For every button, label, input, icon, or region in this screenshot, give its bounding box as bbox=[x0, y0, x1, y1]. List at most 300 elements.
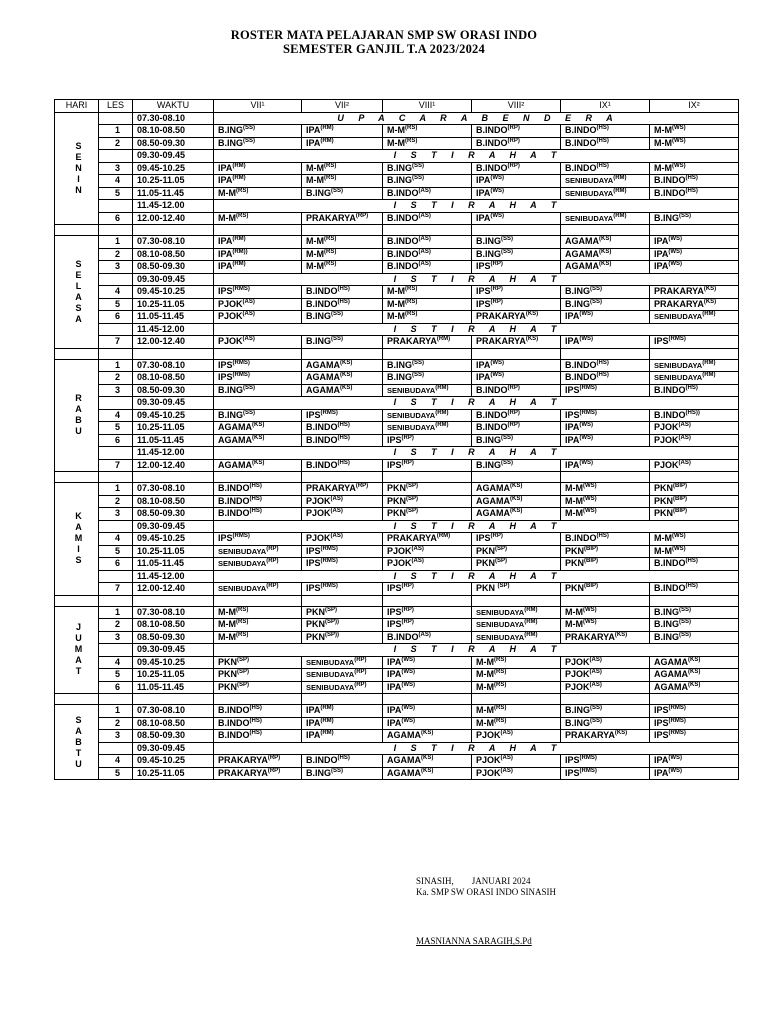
subject-name: B.INDO bbox=[306, 755, 338, 766]
empty-cell bbox=[99, 694, 133, 705]
subject-cell bbox=[383, 508, 472, 521]
empty-cell bbox=[55, 694, 99, 705]
subject-cell bbox=[561, 311, 650, 324]
teacher-code: (HS) bbox=[337, 459, 350, 466]
teacher-code: (SS) bbox=[243, 125, 256, 132]
teacher-code: (SP) bbox=[495, 545, 508, 552]
subject-cell bbox=[650, 483, 739, 496]
subject-name: PRAKARYA bbox=[654, 298, 704, 309]
subject-name: M-M bbox=[387, 125, 405, 136]
subject-cell bbox=[472, 434, 561, 447]
time-cell: 08.50-09.30 bbox=[133, 730, 214, 743]
les-cell: 2 bbox=[99, 495, 133, 508]
subject-cell bbox=[214, 606, 302, 619]
teacher-code: (RP) bbox=[401, 583, 414, 590]
subject-cell bbox=[302, 422, 383, 435]
day-letter: R bbox=[75, 393, 82, 404]
subject-name: B.INDO bbox=[218, 717, 250, 728]
teacher-code: (AS) bbox=[589, 681, 602, 688]
empty-cell bbox=[99, 225, 133, 236]
teacher-code: (RM) bbox=[524, 631, 538, 638]
teacher-code: (AS) bbox=[418, 631, 431, 638]
subject-name: AGAMA bbox=[476, 508, 510, 519]
subject-cell bbox=[302, 409, 383, 422]
subject-name: B.INDO bbox=[387, 248, 419, 259]
subject-name: M-M bbox=[565, 483, 583, 494]
teacher-code: (RS) bbox=[324, 175, 337, 182]
subject-name: IPA bbox=[654, 767, 669, 778]
subject-name: IPA bbox=[565, 422, 580, 433]
teacher-code: (BIP) bbox=[673, 483, 688, 490]
subject-name: PKN bbox=[654, 495, 674, 506]
subject-cell bbox=[472, 286, 561, 299]
teacher-code: (RS) bbox=[405, 298, 418, 305]
time-cell: 07.30-08.10 bbox=[133, 236, 214, 249]
subject-name: IPS bbox=[218, 359, 233, 370]
teacher-code: (RP) bbox=[355, 212, 369, 219]
table-row bbox=[55, 397, 739, 410]
subject-cell bbox=[383, 669, 472, 682]
subject-name: IPA bbox=[387, 656, 402, 667]
subject-cell bbox=[383, 336, 472, 349]
teacher-code: (RM) bbox=[320, 717, 334, 724]
subject-cell bbox=[214, 730, 302, 743]
event-cell: I S T I R A H A T bbox=[214, 200, 739, 213]
day-letter: A bbox=[75, 404, 82, 415]
les-cell: 3 bbox=[99, 508, 133, 521]
les-cell: 4 bbox=[99, 175, 133, 188]
subject-name: IPA bbox=[218, 248, 233, 259]
teacher-code: (AS) bbox=[411, 545, 424, 552]
teacher-code: (RS) bbox=[494, 681, 507, 688]
teacher-code: (WS) bbox=[672, 137, 686, 144]
teacher-code: (WS) bbox=[490, 212, 505, 219]
subject-name: PJOK bbox=[218, 298, 243, 309]
subject-cell bbox=[214, 755, 302, 768]
subject-name: IPS bbox=[218, 372, 233, 383]
les-cell: 3 bbox=[99, 384, 133, 397]
teacher-code: (HS) bbox=[685, 558, 698, 565]
subject-cell bbox=[650, 681, 739, 694]
teacher-code: (RM) bbox=[320, 705, 334, 712]
teacher-code: (RS) bbox=[236, 212, 249, 219]
subject-cell bbox=[383, 483, 472, 496]
time-cell: 08.10-08.50 bbox=[133, 125, 214, 138]
les-cell bbox=[99, 323, 133, 336]
teacher-code: (HS) bbox=[249, 705, 262, 712]
subject-name: B.INDO bbox=[387, 236, 419, 247]
teacher-code: (WS) bbox=[583, 483, 597, 490]
teacher-code: (AS) bbox=[242, 298, 255, 305]
time-cell: 10.25-11.05 bbox=[133, 669, 214, 682]
teacher-code: (WS) bbox=[401, 717, 416, 724]
subject-cell bbox=[561, 187, 650, 200]
teacher-code: (RMS) bbox=[320, 558, 338, 565]
empty-cell bbox=[133, 225, 214, 236]
teacher-code: (WS) bbox=[668, 767, 683, 774]
teacher-code: (AS) bbox=[330, 533, 343, 540]
subject-name: B.ING bbox=[565, 286, 591, 297]
subject-cell bbox=[650, 459, 739, 472]
subject-name: PKN bbox=[387, 483, 407, 494]
teacher-code: (WS) bbox=[401, 656, 416, 663]
les-cell: 3 bbox=[99, 631, 133, 644]
teacher-code: (SP) bbox=[237, 656, 250, 663]
header-class: IX² bbox=[650, 100, 739, 113]
table-row bbox=[55, 447, 739, 460]
les-cell: 1 bbox=[99, 359, 133, 372]
teacher-code: (SS) bbox=[243, 384, 256, 391]
subject-name: AGAMA bbox=[654, 681, 688, 692]
subject-name: IPA bbox=[476, 372, 491, 383]
subject-name: B.ING bbox=[565, 298, 591, 309]
les-cell: 4 bbox=[99, 286, 133, 299]
subject-cell bbox=[561, 606, 650, 619]
subject-name: PJOK bbox=[306, 495, 331, 506]
subject-name: IPA bbox=[306, 705, 321, 716]
subject-cell bbox=[214, 175, 302, 188]
subject-cell bbox=[650, 236, 739, 249]
empty-cell bbox=[99, 348, 133, 359]
subject-name: B.ING bbox=[565, 717, 591, 728]
table-row bbox=[55, 125, 739, 138]
teacher-code: (WS) bbox=[583, 606, 597, 613]
subject-cell bbox=[561, 434, 650, 447]
subject-cell bbox=[650, 212, 739, 225]
subject-name: SENIBUDAYA bbox=[306, 670, 355, 680]
teacher-code: (RP) bbox=[490, 286, 503, 293]
subject-name: M-M bbox=[565, 606, 583, 617]
teacher-code: (RS) bbox=[324, 162, 337, 169]
teacher-code: (RS) bbox=[324, 248, 337, 255]
subject-cell bbox=[383, 545, 472, 558]
day-spacer-row bbox=[55, 225, 739, 236]
time-cell: 09.30-09.45 bbox=[133, 273, 214, 286]
day-spacer-row bbox=[55, 348, 739, 359]
teacher-code: (RS) bbox=[494, 705, 507, 712]
time-cell: 07.30-08.10 bbox=[133, 483, 214, 496]
teacher-code: (RP) bbox=[490, 261, 503, 268]
teacher-code: (BIP) bbox=[584, 583, 599, 590]
teacher-code: (RMS) bbox=[579, 767, 597, 774]
les-cell bbox=[99, 112, 133, 125]
teacher-code: (RP) bbox=[267, 755, 281, 762]
subject-name: M-M bbox=[476, 681, 494, 692]
teacher-code: (AS) bbox=[330, 495, 343, 502]
subject-name: B.ING bbox=[306, 767, 332, 778]
teacher-code: (HS) bbox=[685, 175, 698, 182]
teacher-code: (RP) bbox=[355, 483, 369, 490]
event-cell: I S T I R A H A T bbox=[214, 447, 739, 460]
teacher-code: (RS) bbox=[324, 236, 337, 243]
table-row bbox=[55, 767, 739, 780]
time-cell: 09.45-10.25 bbox=[133, 656, 214, 669]
teacher-code: (RS) bbox=[236, 187, 249, 194]
teacher-code: (RM) bbox=[232, 162, 246, 169]
subject-name: B.ING bbox=[476, 459, 502, 470]
teacher-code: (RMS) bbox=[232, 359, 250, 366]
event-cell: I S T I R A H A T bbox=[214, 323, 739, 336]
day-letter: K bbox=[75, 511, 82, 522]
subject-cell bbox=[383, 125, 472, 138]
day-letter: M bbox=[74, 644, 83, 655]
day-letter: E bbox=[75, 269, 82, 280]
teacher-code: (SS) bbox=[501, 434, 514, 441]
day-letter: B bbox=[75, 415, 82, 426]
subject-cell bbox=[472, 236, 561, 249]
subject-name: SENIBUDAYA bbox=[565, 213, 614, 223]
teacher-code: (SS) bbox=[331, 187, 344, 194]
empty-cell bbox=[383, 595, 472, 606]
teacher-code: (RMS) bbox=[579, 384, 597, 391]
day-spacer-row bbox=[55, 694, 739, 705]
subject-name: IPS bbox=[387, 459, 402, 470]
subject-name: PKN bbox=[654, 508, 674, 519]
signature-date: SINASIH, JANUARI 2024 bbox=[416, 876, 531, 886]
subject-name: PKN bbox=[565, 583, 585, 594]
subject-cell bbox=[383, 533, 472, 546]
subject-cell bbox=[214, 434, 302, 447]
teacher-code: (RM) bbox=[436, 336, 451, 343]
teacher-code: (AS) bbox=[418, 261, 431, 268]
subject-name: M-M bbox=[476, 717, 494, 728]
subject-name: IPA bbox=[218, 175, 233, 186]
subject-name: PKN bbox=[306, 606, 326, 617]
event-cell: I S T I R A H A T bbox=[214, 397, 739, 410]
teacher-code: (RM) bbox=[436, 533, 451, 540]
subject-cell bbox=[561, 459, 650, 472]
les-cell bbox=[99, 644, 133, 657]
table-row bbox=[55, 298, 739, 311]
subject-name: PJOK bbox=[476, 730, 501, 741]
subject-cell bbox=[383, 175, 472, 188]
teacher-code: (AS) bbox=[678, 459, 691, 466]
subject-name: B.INDO bbox=[654, 384, 686, 395]
subject-cell bbox=[561, 545, 650, 558]
subject-cell bbox=[561, 669, 650, 682]
subject-name: AGAMA bbox=[387, 755, 421, 766]
subject-name: B.INDO bbox=[476, 384, 508, 395]
subject-name: B.INDO bbox=[565, 359, 597, 370]
teacher-code: (AS) bbox=[500, 755, 513, 762]
teacher-code: (RP) bbox=[507, 409, 520, 416]
teacher-code: (RS) bbox=[405, 125, 418, 132]
subject-cell bbox=[472, 717, 561, 730]
subject-name: PRAKARYA bbox=[654, 286, 704, 297]
day-letter: E bbox=[75, 151, 82, 162]
subject-name: AGAMA bbox=[387, 730, 421, 741]
subject-cell bbox=[214, 767, 302, 780]
teacher-code: (KS) bbox=[421, 755, 434, 762]
subject-cell bbox=[302, 187, 383, 200]
empty-cell bbox=[561, 472, 650, 483]
day-cell bbox=[55, 112, 99, 225]
subject-name: PRAKARYA bbox=[306, 212, 356, 223]
subject-cell bbox=[472, 755, 561, 768]
subject-name: IPS bbox=[387, 619, 402, 630]
subject-name: B.ING bbox=[476, 434, 502, 445]
teacher-code: (SS) bbox=[412, 359, 425, 366]
subject-name: M-M bbox=[565, 495, 583, 506]
table-row bbox=[55, 372, 739, 385]
teacher-code: (AS) bbox=[589, 669, 602, 676]
subject-cell bbox=[561, 298, 650, 311]
les-cell: 2 bbox=[99, 248, 133, 261]
subject-cell bbox=[383, 422, 472, 435]
teacher-code: (WS) bbox=[672, 125, 686, 132]
teacher-code: (WS) bbox=[401, 681, 416, 688]
subject-name: B.ING bbox=[387, 372, 413, 383]
teacher-code: (SP) bbox=[406, 483, 419, 490]
teacher-code: (KS) bbox=[599, 248, 612, 255]
subject-cell bbox=[650, 422, 739, 435]
les-cell: 5 bbox=[99, 669, 133, 682]
teacher-code: (SP)) bbox=[325, 631, 340, 638]
subject-name: IPS bbox=[387, 434, 402, 445]
subject-cell bbox=[302, 336, 383, 349]
day-letter: J bbox=[75, 622, 81, 633]
subject-name: SENIBUDAYA bbox=[306, 657, 355, 667]
subject-name: PKN bbox=[387, 495, 407, 506]
subject-name: AGAMA bbox=[565, 236, 599, 247]
les-cell bbox=[99, 742, 133, 755]
subject-name: B.ING bbox=[218, 137, 244, 148]
time-cell: 12.00-12.40 bbox=[133, 583, 214, 596]
time-cell: 08.50-09.30 bbox=[133, 137, 214, 150]
subject-name: SENIBUDAYA bbox=[476, 620, 525, 630]
subject-cell bbox=[383, 656, 472, 669]
subject-cell bbox=[383, 606, 472, 619]
teacher-code: (AS) bbox=[242, 336, 255, 343]
empty-cell bbox=[214, 694, 302, 705]
subject-name: PRAKARYA bbox=[565, 730, 615, 741]
day-letter: A bbox=[75, 313, 82, 324]
subject-cell bbox=[472, 459, 561, 472]
teacher-code: (SP) bbox=[237, 669, 250, 676]
subject-name: IPA bbox=[387, 705, 402, 716]
table-row bbox=[55, 212, 739, 225]
table-row bbox=[55, 533, 739, 546]
subject-cell bbox=[214, 236, 302, 249]
teacher-code: (KS) bbox=[614, 631, 628, 638]
subject-name: M-M bbox=[387, 298, 405, 309]
subject-name: M-M bbox=[218, 631, 236, 642]
teacher-code: (WS) bbox=[579, 434, 594, 441]
les-cell: 6 bbox=[99, 681, 133, 694]
empty-cell bbox=[561, 694, 650, 705]
teacher-code: (RP) bbox=[266, 558, 279, 565]
subject-name: M-M bbox=[565, 508, 583, 519]
subject-name: B.ING bbox=[306, 311, 332, 322]
subject-name: PJOK bbox=[306, 533, 331, 544]
subject-name: B.ING bbox=[476, 248, 502, 259]
teacher-code: (HS) bbox=[596, 162, 609, 169]
subject-name: M-M bbox=[654, 162, 672, 173]
day-letter: A bbox=[75, 522, 82, 533]
teacher-code: (SS) bbox=[243, 409, 256, 416]
teacher-code: (HS) bbox=[249, 717, 262, 724]
subject-cell bbox=[302, 545, 383, 558]
subject-name: B.INDO bbox=[565, 533, 597, 544]
teacher-code: (SP) bbox=[406, 508, 419, 515]
teacher-code: (RP) bbox=[354, 656, 367, 663]
teacher-code: (WS) bbox=[583, 508, 597, 515]
teacher-code: (KS) bbox=[525, 311, 539, 318]
subject-cell bbox=[214, 705, 302, 718]
subject-cell bbox=[472, 656, 561, 669]
subject-name: B.ING bbox=[387, 175, 413, 186]
teacher-code: (RP) bbox=[401, 606, 414, 613]
subject-cell bbox=[561, 261, 650, 274]
table-row bbox=[55, 631, 739, 644]
teacher-code: (RS) bbox=[405, 311, 418, 318]
table-row bbox=[55, 384, 739, 397]
teacher-code: (SS) bbox=[590, 298, 603, 305]
les-cell: 2 bbox=[99, 717, 133, 730]
teacher-code: (RMS) bbox=[668, 705, 686, 712]
empty-cell bbox=[383, 348, 472, 359]
subject-name: B.INDO bbox=[306, 434, 338, 445]
teacher-code: (RS) bbox=[405, 286, 418, 293]
les-cell: 4 bbox=[99, 409, 133, 422]
subject-cell bbox=[561, 125, 650, 138]
teacher-code: (RP) bbox=[507, 422, 520, 429]
subject-cell bbox=[650, 336, 739, 349]
subject-cell bbox=[650, 619, 739, 632]
table-row bbox=[55, 409, 739, 422]
subject-name: SENIBUDAYA bbox=[218, 584, 267, 594]
subject-cell bbox=[650, 583, 739, 596]
subject-name: B.ING bbox=[654, 631, 680, 642]
subject-name: M-M bbox=[654, 545, 672, 556]
teacher-code: (SS) bbox=[590, 286, 603, 293]
subject-name: IPS bbox=[476, 533, 491, 544]
empty-cell bbox=[561, 225, 650, 236]
subject-cell bbox=[472, 384, 561, 397]
subject-name: SENIBUDAYA bbox=[218, 559, 267, 569]
teacher-code: (SS) bbox=[501, 236, 514, 243]
les-cell: 5 bbox=[99, 422, 133, 435]
subject-name: IPS bbox=[565, 384, 580, 395]
teacher-code: (RM) bbox=[524, 606, 538, 613]
teacher-code: (RP) bbox=[354, 669, 367, 676]
table-row bbox=[55, 323, 739, 336]
subject-cell bbox=[650, 162, 739, 175]
subject-cell bbox=[383, 162, 472, 175]
empty-cell bbox=[214, 595, 302, 606]
empty-cell bbox=[383, 472, 472, 483]
empty-cell bbox=[214, 472, 302, 483]
table-row bbox=[55, 508, 739, 521]
teacher-code: (RM) bbox=[613, 212, 627, 219]
empty-cell bbox=[302, 225, 383, 236]
table-row bbox=[55, 359, 739, 372]
subject-cell bbox=[383, 730, 472, 743]
subject-name: M-M bbox=[218, 187, 236, 198]
subject-cell bbox=[650, 372, 739, 385]
day-letter: I bbox=[77, 544, 80, 555]
teacher-code: (SS) bbox=[331, 336, 344, 343]
subject-cell bbox=[302, 137, 383, 150]
day-cell bbox=[55, 359, 99, 472]
subject-cell bbox=[472, 533, 561, 546]
les-cell: 6 bbox=[99, 434, 133, 447]
table-row bbox=[55, 200, 739, 213]
subject-name: IPA bbox=[218, 261, 233, 272]
subject-name: IPA bbox=[476, 359, 491, 370]
table-row bbox=[55, 248, 739, 261]
teacher-code: (SS) bbox=[679, 631, 692, 638]
